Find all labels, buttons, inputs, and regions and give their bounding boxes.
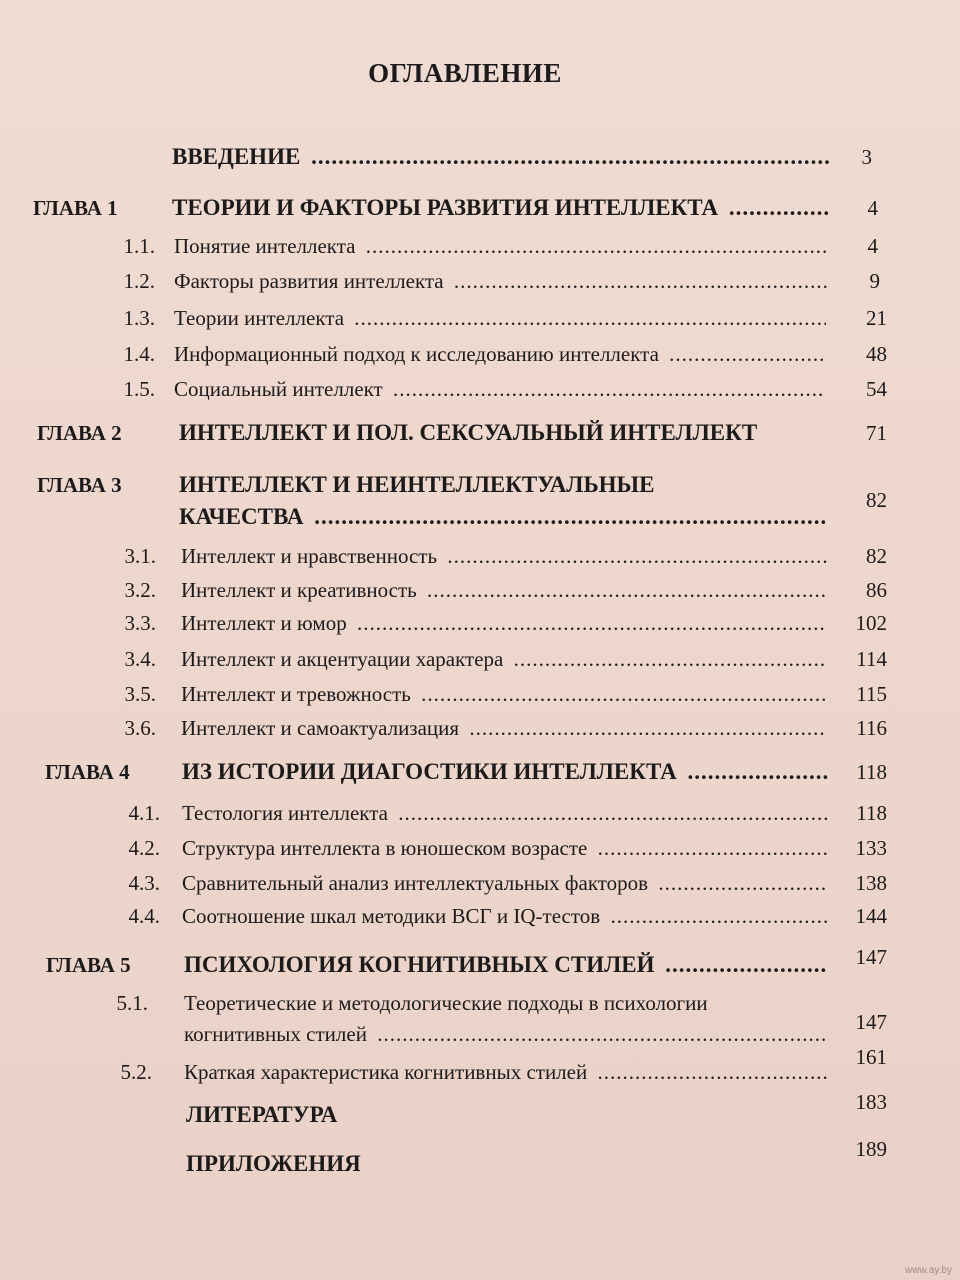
section-number: 1.2.	[123, 269, 155, 293]
page-title: ОГЛАВЛЕНИЕ	[368, 58, 562, 88]
entry-page: 161	[855, 1045, 887, 1069]
chapter-label: ГЛАВА 3	[37, 473, 122, 497]
entry-page: 183	[855, 1090, 887, 1114]
entry-title: ИЗ ИСТОРИИ ДИАГОСТИКИ ИНТЕЛЛЕКТА	[182, 759, 677, 784]
toc-entry-3-3	[0, 606, 960, 640]
section-number: 3.5.	[124, 682, 156, 706]
entry-title: ПРИЛОЖЕНИЯ	[186, 1151, 361, 1176]
entry-title: ЛИТЕРАТУРА	[186, 1102, 338, 1127]
entry-page: 118	[856, 760, 887, 784]
entry-title: Социальный интеллект	[174, 377, 383, 401]
section-number: 4.2.	[128, 836, 160, 860]
toc-entry-1-3	[0, 301, 960, 335]
entry-title: ПСИХОЛОГИЯ КОГНИТИВНЫХ СТИЛЕЙ	[184, 952, 655, 977]
entry-page: 21	[866, 306, 887, 330]
toc-entry-1-5	[0, 372, 960, 406]
entry-page: 4	[867, 234, 878, 258]
toc-entry-chapter-3-cont	[0, 500, 960, 534]
entry-title: ВВЕДЕНИЕ	[172, 144, 301, 169]
toc-entry-literature	[0, 1098, 960, 1132]
entry-page: 147	[855, 945, 887, 969]
entry-title-line-2: КАЧЕСТВА	[179, 504, 304, 529]
entry-page: 147	[855, 1010, 887, 1034]
entry-page: 133	[855, 836, 887, 860]
section-number: 1.3.	[123, 306, 155, 330]
entry-title-line-2: когнитивных стилей	[184, 1022, 367, 1046]
toc-entry-4-3	[0, 866, 960, 900]
section-number: 3.1.	[124, 544, 156, 568]
toc-entry-3-6	[0, 711, 960, 745]
entry-title: ИНТЕЛЛЕКТ И ПОЛ. СЕКСУАЛЬНЫЙ ИНТЕЛЛЕКТ	[179, 420, 758, 445]
toc-entry-5-1	[0, 986, 960, 1020]
toc-entry-3-1	[0, 539, 960, 573]
watermark: www.ay.by	[904, 1265, 952, 1276]
entry-title: Понятие интеллекта	[174, 234, 356, 258]
entry-title: Интеллект и акцентуации характера	[181, 647, 504, 671]
entry-page: 138	[855, 871, 887, 895]
section-number: 1.4.	[123, 342, 155, 366]
toc-entry-4-1	[0, 796, 960, 830]
toc-entry-introduction	[0, 140, 960, 174]
toc-entry-chapter-2	[0, 416, 960, 450]
entry-title: ТЕОРИИ И ФАКТОРЫ РАЗВИТИЯ ИНТЕЛЛЕКТА	[172, 195, 719, 220]
entry-page: 9	[869, 269, 880, 293]
entry-title: Интеллект и нравственность	[181, 544, 438, 568]
entry-page: 3	[861, 145, 872, 169]
entry-page: 144	[855, 904, 887, 928]
entry-title: Структура интеллекта в юношеском возрасте	[182, 836, 588, 860]
entry-page: 71	[866, 421, 887, 445]
toc-entry-3-4	[0, 642, 960, 676]
section-number: 3.3.	[124, 611, 156, 635]
entry-title: Теории интеллекта	[174, 306, 345, 330]
entry-title: Сравнительный анализ интеллектуальных факторов	[182, 871, 649, 895]
entry-page: 102	[855, 611, 887, 635]
section-number: 5.1.	[116, 991, 148, 1015]
entry-title: Теоретические и методологические подходы в психологии	[184, 991, 708, 1015]
toc-entry-5-2	[0, 1055, 960, 1089]
entry-page: 4	[867, 196, 878, 220]
entry-page: 114	[856, 647, 887, 671]
chapter-label: ГЛАВА 1	[33, 196, 118, 220]
toc-entry-4-4	[0, 899, 960, 933]
entry-page: 118	[856, 801, 887, 825]
toc-entry-1-2	[0, 264, 960, 298]
entry-title: Интеллект и креативность	[181, 578, 417, 602]
entry-title: Интеллект и тревожность	[181, 682, 411, 706]
entry-page: 86	[866, 578, 887, 602]
chapter-label: ГЛАВА 4	[45, 760, 130, 784]
section-number: 3.6.	[124, 716, 156, 740]
entry-title: Краткая характеристика когнитивных стилей	[184, 1060, 588, 1084]
entry-page: 189	[855, 1137, 887, 1161]
chapter-label: ГЛАВА 5	[46, 953, 131, 977]
section-number: 1.5.	[123, 377, 155, 401]
toc-entry-chapter-5	[0, 948, 960, 982]
section-number: 1.1.	[123, 234, 155, 258]
toc-entry-chapter-1	[0, 191, 960, 225]
toc-entry-appendix	[0, 1147, 960, 1181]
toc-entry-3-5	[0, 677, 960, 711]
toc-entry-chapter-4	[0, 755, 960, 789]
entry-page: 82	[866, 488, 887, 512]
entry-title: Соотношение шкал методики ВСГ и IQ-тестов	[182, 904, 601, 928]
entry-title: Интеллект и юмор	[181, 611, 347, 635]
chapter-label: ГЛАВА 2	[37, 421, 122, 445]
toc-entry-1-1	[0, 229, 960, 263]
toc-entry-chapter-3	[0, 468, 960, 502]
section-number: 5.2.	[120, 1060, 152, 1084]
section-number: 4.1.	[128, 801, 160, 825]
toc-entry-4-2	[0, 831, 960, 865]
entry-title: Тестология интеллекта	[182, 801, 388, 825]
entry-page: 116	[856, 716, 887, 740]
entry-page: 48	[866, 342, 887, 366]
entry-title: Информационный подход к исследованию интеллекта	[174, 342, 659, 366]
toc-entry-5-1-cont	[0, 1017, 960, 1051]
section-number: 3.2.	[124, 578, 156, 602]
toc-entry-3-2	[0, 573, 960, 607]
section-number: 4.4.	[128, 904, 160, 928]
section-number: 3.4.	[124, 647, 156, 671]
entry-title: ИНТЕЛЛЕКТ И НЕИНТЕЛЛЕКТУАЛЬНЫЕ	[179, 472, 655, 497]
section-number: 4.3.	[128, 871, 160, 895]
entry-page: 54	[866, 377, 887, 401]
entry-title: Интеллект и самоактуализация	[181, 716, 460, 740]
entry-title: Факторы развития интеллекта	[174, 269, 444, 293]
entry-page: 115	[856, 682, 887, 706]
entry-page: 82	[866, 544, 887, 568]
toc-entry-1-4	[0, 337, 960, 371]
